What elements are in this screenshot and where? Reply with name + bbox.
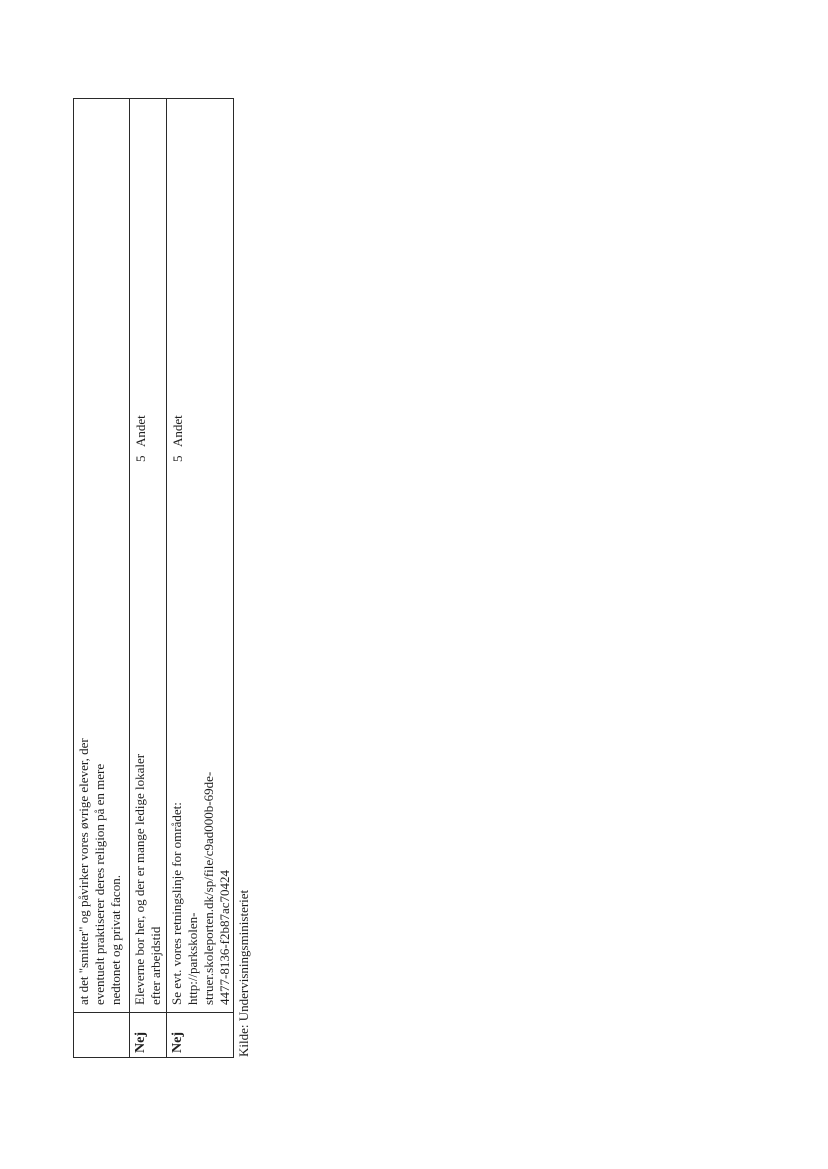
answer-cell: Nej (133, 1032, 148, 1053)
comment-link-line: 4477-8136-f2b87ac70424 (217, 869, 232, 1005)
comment-cell (132, 505, 164, 1005)
comment-link-line: struer.skoleporten.dk/sp/file/c9ad000b-69de- (201, 771, 216, 1005)
number-cell: 5 (170, 455, 185, 462)
comment-line: at det "smitter" og påvirker vores øvrige elever, der (76, 738, 91, 1005)
answers-table (73, 98, 234, 1058)
comment-link-line: http://parkskolen- (185, 912, 200, 1005)
comment-cell (76, 505, 124, 1005)
comment-line: eventuelt praktiserer deres religion på en mere (92, 763, 107, 1005)
comment-line: Se evt. vores retningslinje for området: (169, 802, 184, 1005)
table-row (129, 99, 166, 1057)
comment-cell (169, 505, 233, 1005)
category-cell: Andet (133, 415, 148, 447)
comment-line: efter arbejdstid (148, 926, 163, 1005)
category-cell: Andet (170, 415, 185, 447)
comment-line: nedtonet og privat facon. (108, 875, 123, 1005)
comment-line: Eleverne bor her, og der er mange ledige lokaler (132, 753, 147, 1005)
source-note: Kilde: Undervisningsministeriet (236, 889, 251, 1057)
answer-cell: Nej (170, 1032, 185, 1053)
rotated-page-content (73, 98, 256, 1058)
table-row (166, 99, 233, 1057)
number-cell: 5 (133, 455, 148, 462)
table-row (74, 99, 129, 1057)
